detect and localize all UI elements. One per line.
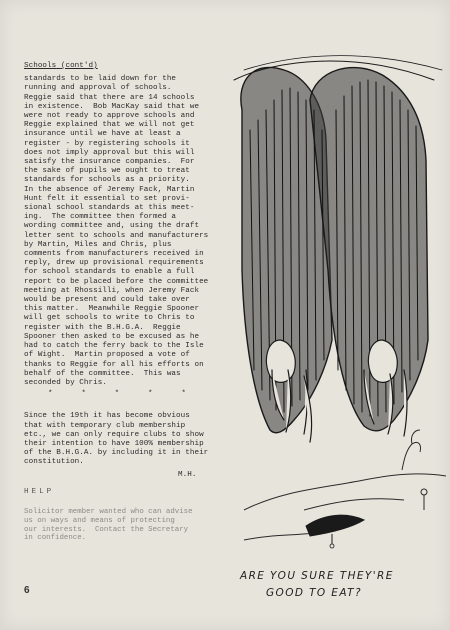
body-text-line: report to be placed before the committee	[24, 277, 209, 286]
hanging-bats-drawing	[234, 56, 442, 442]
paragraph-text-line: constitution.	[24, 458, 84, 467]
help-text-line: our interests. Contact the Secretary	[24, 525, 189, 534]
body-text-line: standards for schools as a priority.	[24, 176, 190, 185]
article-paragraph-2	[24, 412, 236, 467]
paragraph-text-line: that with temporary club membership	[24, 421, 186, 430]
body-text-line: In the absence of Jeremy Fack, Martin	[24, 185, 195, 194]
separator-stars: * * * * *	[48, 390, 187, 399]
section-title: Schools	[24, 62, 57, 70]
author-signature: M.H.	[178, 470, 197, 479]
body-text-line: by Martin, Miles and Chris, plus	[24, 240, 172, 249]
body-text-line: wording committee and, using the draft	[24, 222, 200, 231]
body-text-line: standards to be laid down for the	[24, 75, 177, 84]
body-text-line: of Wight. Martin proposed a vote of	[24, 351, 190, 360]
body-text-line: the sake of pupils we ought to treat	[24, 167, 190, 176]
body-text-line: would be present and could take over	[24, 296, 190, 305]
paragraph-text-line: Since the 19th it has become obvious	[24, 412, 190, 421]
paragraph-text-line: their intention to have 100% membership	[24, 439, 204, 448]
help-text-line: us on ways and means of protecting	[24, 516, 175, 525]
body-text-line: does not imply approval but this will	[24, 148, 195, 157]
body-text-line: register - by registering schools it	[24, 139, 190, 148]
body-text-line: behalf of the committee. This was	[24, 369, 181, 378]
body-text-line: letter sent to schools and manufacturers	[24, 231, 209, 240]
section-continued: (cont'd)	[60, 62, 98, 70]
body-text-line: Reggie explained that we will not get	[24, 121, 195, 130]
body-text-line: insurance until we have at least a	[24, 130, 181, 139]
body-text-line: Spooner then asked to be excused as he	[24, 332, 200, 341]
article-column	[24, 62, 236, 480]
body-text-line: register with the B.H.G.A. Reggie	[24, 323, 181, 332]
body-text-line: had to catch the ferry back to the Isle	[24, 342, 204, 351]
paragraph-text-line: of the B.H.G.A. by including it in their	[24, 449, 209, 458]
body-text-line: satisfy the insurance companies. For	[24, 158, 195, 167]
help-heading: HELP	[24, 488, 55, 496]
body-text-line: in existence. Bob MacKay said that we	[24, 102, 200, 111]
body-text-line: thanks to Reggie for all his efforts on	[24, 360, 204, 369]
section-heading	[24, 62, 236, 71]
cartoon-illustration	[214, 40, 450, 570]
body-text-line: will get schools to write to Chris to	[24, 314, 195, 323]
paragraph-text-line: etc., we can only require clubs to show	[24, 430, 204, 439]
body-text-line: running and approval of schools.	[24, 84, 172, 93]
body-text-line: sional school standards at this meet-	[24, 204, 195, 213]
page-number: 6	[24, 585, 30, 596]
help-text-line: Solicitor member wanted who can advise	[24, 508, 193, 516]
body-text-line: for school standards to enable a full	[24, 268, 195, 277]
body-text-line: were not ready to approve schools and	[24, 112, 195, 121]
article-body	[24, 75, 236, 388]
body-text-line: Hunt felt it essential to set provi-	[24, 194, 190, 203]
caption-line-2: GOOD TO EAT?	[266, 587, 362, 599]
cartoon-caption	[240, 568, 440, 602]
body-text-line: Reggie said that there are 14 schools	[24, 93, 195, 102]
help-text-line: in confidence.	[24, 534, 87, 543]
caption-line-1: ARE YOU SURE THEY'RE	[240, 570, 394, 582]
body-text-line: seconded by Chris.	[24, 378, 107, 387]
hang-glider-drawing	[306, 515, 364, 548]
body-text-line: comments from manufacturers received in	[24, 250, 204, 259]
body-text-line: this matter. Meanwhile Reggie Spooner	[24, 305, 200, 314]
body-text-line: meeting at Rhossilli, when Jeremy Fack	[24, 286, 200, 295]
body-text-line: reply, drew up provisional requirements	[24, 259, 204, 268]
body-text-line: ing. The committee then formed a	[24, 213, 177, 222]
